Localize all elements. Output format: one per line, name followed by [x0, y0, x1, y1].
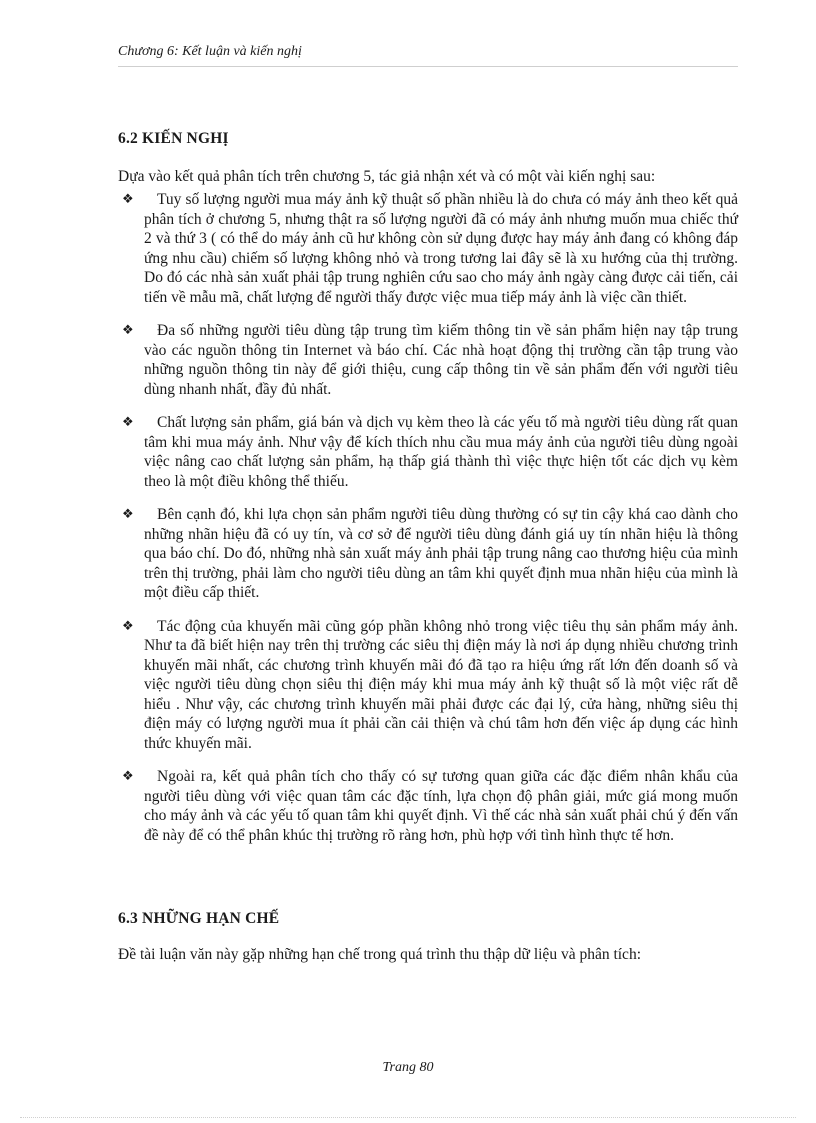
- page-number: Trang 80: [382, 1060, 434, 1075]
- list-item-text: Chất lượng sản phẩm, giá bán và dịch vụ kèm theo là các yếu tố mà người tiêu dùng rất quan tâm khi mua máy ảnh. Như vậy để kích thích nhu cầu mua máy ảnh của người tiêu dùng ngoài việc nâng cao chất lượng sản phẩm, hạ thấp giá thành thì việc thực hiện tốt các dịch vụ kèm theo là một điều không thể thiếu.: [144, 414, 738, 490]
- diamond-bullet-icon: ❖: [122, 507, 134, 522]
- list-item-text: Ngoài ra, kết quả phân tích cho thấy có sự tương quan giữa các đặc điểm nhân khẩu của người tiêu dùng với việc quan tâm các đặc tính, lựa chọn độ phân giải, mức giá mong muốn cho máy ảnh và các yếu tố quan tâm khi quyết định. Vì thế các nhà sản xuất phải chú ý đến vấn đề này để có thể phân khúc thị trường rõ ràng hơn, phù hợp với tình hình thực tế hơn.: [144, 768, 738, 844]
- list-item-text: Tuy số lượng người mua máy ảnh kỹ thuật số phần nhiều là do chưa có máy ảnh theo kết quả phân tích ở chương 5, nhưng thật ra số lượng người đã có máy ảnh nhưng muốn mua chiếc thứ 2 và thứ 3 ( có thể do máy ảnh cũ hư không còn sử dụng được hay máy ảnh đang có không đáp ứng nhu cầu) chiếm số lượng không nhỏ và trong tương lai đây sẽ là xu hướng của thị trường. Do đó các nhà sản xuất phải tập trung nghiên cứu sao cho máy ảnh ngày càng được cải tiến, cải tiến về mẫu mã, chất lượng để người thấy được việc mua tiếp máy ảnh là việc cần thiết.: [144, 191, 738, 306]
- page-header-chapter: Chương 6: Kết luận và kiến nghị: [118, 44, 302, 59]
- header-divider: [118, 66, 738, 67]
- diamond-bullet-icon: ❖: [122, 415, 134, 430]
- footer-divider: [20, 1117, 796, 1118]
- list-item: [118, 617, 738, 754]
- list-item-text: Bên cạnh đó, khi lựa chọn sản phẩm người tiêu dùng thường có sự tin cậy khá cao dành cho những nhãn hiệu đã có uy tín, và cơ sở để người tiêu dùng đánh giá uy tín nhãn hiệu là thông qua báo chí. Do đó, những nhà sản xuất máy ảnh phải tập trung nâng cao thương hiệu của mình trên thị trường, phải làm cho người tiêu dùng an tâm khi quyết định mua nhãn hiệu của mình là một điều cấp thiết.: [144, 506, 738, 601]
- section-heading-6-2: 6.2 KIẾN NGHỊ: [118, 130, 229, 147]
- recommendation-list: [118, 190, 738, 859]
- section-6-3-intro: Đề tài luận văn này gặp những hạn chế trong quá trình thu thập dữ liệu và phân tích:: [118, 946, 641, 963]
- list-item: [118, 505, 738, 603]
- list-item-text: Tác động của khuyến mãi cũng góp phần không nhỏ trong việc tiêu thụ sản phẩm máy ảnh. Như ta đã biết hiện nay trên thị trường các siêu thị điện máy là nơi áp dụng nhiều chương trình khuyến mãi nhất, các chương trình khuyến mãi đó đã tạo ra hiệu ứng rất lớn đến doanh số và việc người tiêu dùng chọn siêu thị điện máy khi mua máy ảnh kỹ thuật số là một việc rất dễ hiểu . Như vậy, các chương trình khuyến mãi phải được các đại lý, cửa hàng, những siêu thị điện máy có lượng người mua ít phải cần cải thiện và chú tâm hơn đến việc áp dụng các hình thức khuyến mãi.: [144, 617, 738, 752]
- diamond-bullet-icon: ❖: [122, 323, 134, 338]
- list-item-text: Đa số những người tiêu dùng tập trung tìm kiếm thông tin về sản phẩm hiện nay tập trung vào các nguồn thông tin Internet và báo chí. Các nhà hoạt động thị trường cần tập trung vào những nguồn thông tin này để giới thiệu, cung cấp thông tin về sản phẩm đến với người tiêu dùng nhanh nhất, đầy đủ nhất.: [144, 322, 738, 398]
- list-item: [118, 413, 738, 491]
- list-item: [118, 321, 738, 399]
- list-item: [118, 767, 738, 845]
- diamond-bullet-icon: ❖: [122, 769, 134, 784]
- section-heading-6-3: 6.3 NHỮNG HẠN CHẾ: [118, 910, 280, 927]
- diamond-bullet-icon: ❖: [122, 192, 134, 207]
- diamond-bullet-icon: ❖: [122, 618, 134, 634]
- list-item: [118, 190, 738, 307]
- section-6-2-intro: Dựa vào kết quả phân tích trên chương 5, tác giả nhận xét và có một vài kiến nghị sau:: [118, 168, 656, 185]
